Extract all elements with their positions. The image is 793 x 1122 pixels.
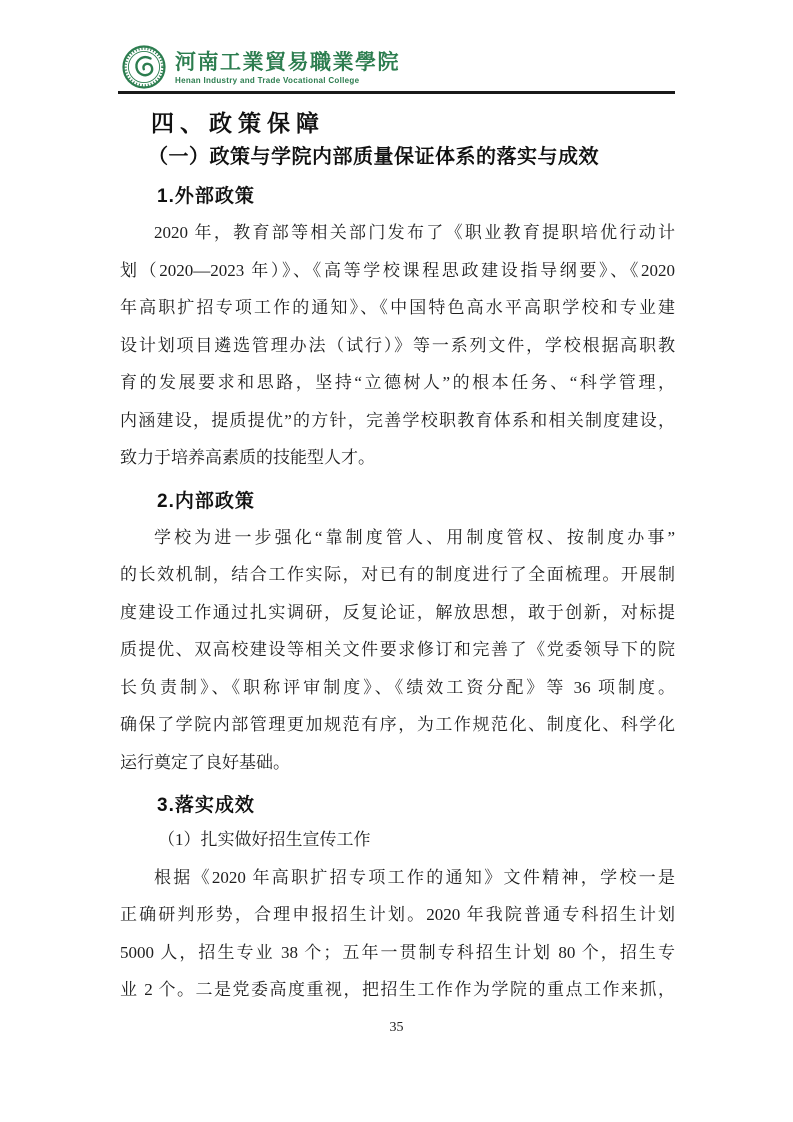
section-heading-h3: 3.落实成效 xyxy=(157,795,255,816)
text-line: 年高职扩招专项工作的通知》、《中国特色高水平高职学校和专业建 xyxy=(120,298,675,317)
paragraph xyxy=(120,214,675,477)
text-line: 5000 人，招生专业 38 个；五年一贯制专科招生计划 80 个，招生专 xyxy=(120,942,675,962)
text-line: 根据《2020 年高职扩招专项工作的通知》文件精神，学校一是 xyxy=(154,867,675,887)
list-item-heading: （1）扎实做好招生宣传工作 xyxy=(158,830,371,849)
text-line: 运行奠定了良好基础。 xyxy=(120,752,290,772)
paragraph xyxy=(120,519,675,782)
text-line: 质提优、双高校建设等相关文件要求修订和完善了《党委领导下的院 xyxy=(120,640,675,659)
section-heading-h1: 四、政策保障 xyxy=(151,110,325,136)
document-body xyxy=(120,94,675,1009)
paragraph xyxy=(120,859,675,1009)
text-line: 育的发展要求和思路，坚持“立德树人”的根本任务、“科学管理， xyxy=(120,373,675,392)
section-heading-h3: 1.外部政策 xyxy=(157,186,255,207)
section-heading-h3: 2.内部政策 xyxy=(157,490,255,512)
text-line: 度建设工作通过扎实调研，反复论证，解放思想，敢于创新，对标提 xyxy=(120,602,675,622)
college-logo xyxy=(122,45,400,89)
text-line: 设计划项目遴选管理办法（试行）》等一系列文件，学校根据高职教 xyxy=(120,335,675,355)
text-line: 2020 年，教育部等相关部门发布了《职业教育提职培优行动计 xyxy=(154,223,675,242)
text-line: 致力于培养高素质的技能型人才。 xyxy=(120,448,375,467)
text-line: 确保了学院内部管理更加规范有序，为工作规范化、制度化、科学化 xyxy=(120,715,675,734)
text-line: 划（2020—2023 年）》、《高等学校课程思政建设指导纲要》、《2020 xyxy=(120,260,675,280)
college-name-block xyxy=(175,50,400,85)
text-line: 内涵建设，提质提优”的方针，完善学校职教育体系和相关制度建设， xyxy=(120,410,675,430)
text-line: 正确研判形势，合理申报招生计划。2020 年我院普通专科招生计划 xyxy=(120,905,675,924)
section-heading-h2: （一）政策与学院内部质量保证体系的落实与成效 xyxy=(148,146,599,168)
college-emblem-icon xyxy=(122,45,166,89)
college-name-en: Henan Industry and Trade Vocational College xyxy=(175,75,360,85)
text-line: 的长效机制，结合工作实际，对已有的制度进行了全面梳理。开展制 xyxy=(120,565,675,584)
text-line: 长负责制》、《职称评审制度》、《绩效工资分配》等 36 项制度。 xyxy=(120,677,675,697)
text-line: 业 2 个。二是党委高度重视，把招生工作作为学院的重点工作来抓， xyxy=(120,980,675,999)
text-line: 学校为进一步强化“靠制度管人、用制度管权、按制度办事” xyxy=(154,527,675,547)
page-number: 35 xyxy=(389,1020,404,1035)
college-name-zh: 河南工業貿易職業學院 xyxy=(175,48,400,74)
